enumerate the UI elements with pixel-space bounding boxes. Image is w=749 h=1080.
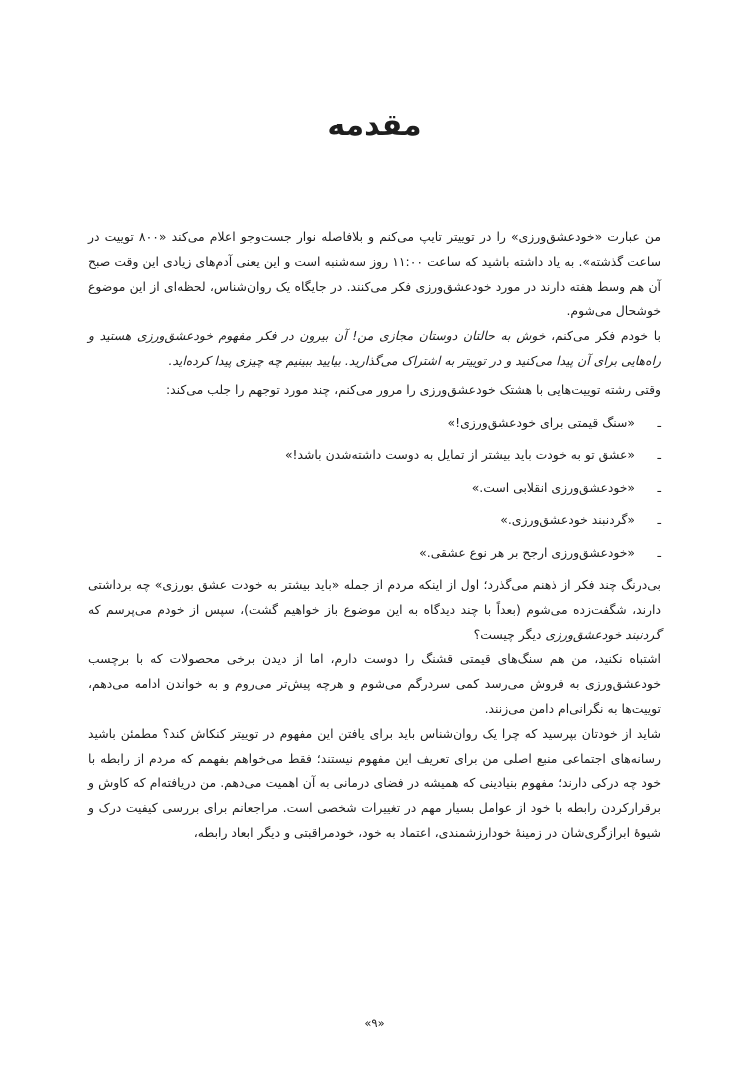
list-item: [88, 439, 661, 472]
paragraph-4-part-b: دیگر چیست؟: [473, 626, 542, 642]
list-item-text: «گردنبند خودعشق‌ورزی.»: [500, 512, 635, 528]
list-item: [88, 504, 661, 537]
paragraph-2-lead: با خودم فکر می‌کنم،: [551, 328, 661, 344]
list-dash: ـ: [657, 415, 661, 430]
list-item-text: «سنگ قیمتی برای خودعشق‌ورزی!»: [447, 414, 635, 430]
list-dash: ـ: [657, 448, 661, 463]
chapter-title: مقدمه: [327, 108, 422, 143]
paragraph-4-part-a: بی‌درنگ چند فکر از ذهنم می‌گذرد؛ اول از اینکه مردم از جمله «باید بیشتر به خودت عشق بورزی» چه برداشتی دارند، شگفت‌زده می‌شوم (بعداً با چند دیدگاه به این موضوع باز خواهیم گشت)، سپس از خودم می‌پرسم که: [88, 577, 661, 617]
list-item: [88, 407, 661, 440]
list-item-text: «خودعشق‌ورزی انقلابی است.»: [471, 479, 635, 495]
list-item: [88, 537, 661, 570]
paragraph-5: اشتباه نکنید، من هم سنگ‌های قیمتی قشنگ را دوست دارم، اما از دیدن برخی محصولات که با برچسب خودعشق‌ورزی به فروش می‌رسد کمی سردرگم می‌شوم و هرچه پیش‌تر می‌روم و به خواندن ادامه می‌دهم، توییت‌ها به نگرانی‌ام دامن می‌زنند.: [88, 651, 661, 717]
paragraph-6: شاید از خودتان بپرسید که چرا یک روان‌شناس باید برای یافتن این مفهوم در توییتر کنکاش کند؟ مطمئن باشید رسانه‌های اجتماعی منبع اصلی من برای تعریف این مفهوم نیستند؛ فقط می‌خواهم بفهمم که مردم از رابطه با خود چه درکی دارند؛ مفهوم بنیادینی که همیشه در فضای درمانی به آن اهمیت می‌دهم. من دریافته‌ام که کاوش و برقرارکردن رابطه با خود از عوامل بسیار مهم در تغییرات شخصی است. مراجعانم برای بررسی کیفیت درک و شیوهٔ ابرازگری‌شان در زمینهٔ خودارزشمندی، اعتماد به خود، خودمراقبتی و دیگر ابعاد رابطه،: [88, 725, 661, 841]
paragraph-1: من عبارت «خودعشق‌ورزی» را در توییتر تایپ می‌کنم و بلافاصله نوار جست‌وجو اعلام می‌کند «۸۰۰ توییت در ساعت گذشته». به یاد داشته باشید که ساعت ۱۱:۰۰ روز سه‌شنبه است و این یعنی آدم‌های زیادی این وقت صبح آن هم وسط هفته دارند در مورد خودعشق‌ورزی فکر می‌کنند. در جایگاه یک روان‌شناس، لحظه‌ای از این موضوع خوشحال می‌شوم.: [88, 229, 662, 319]
list-item-text: «خودعشق‌ورزی ارجح بر هر نوع عشقی.»: [419, 544, 635, 560]
list-item: [88, 472, 661, 505]
paragraph-2: [88, 324, 661, 374]
paragraph-4: [88, 573, 661, 647]
paragraph-3: وقتی رشته توییت‌هایی با هشتک خودعشق‌ورزی را مرور می‌کنم، چند مورد توجهم را جلب می‌کند:: [165, 381, 661, 397]
page-number: «۹»: [364, 1016, 385, 1030]
list-dash: ـ: [657, 545, 661, 560]
page-body: [88, 225, 661, 846]
paragraph-4-italic: گردنبند خودعشق‌ورزی: [545, 626, 661, 642]
list-dash: ـ: [657, 513, 661, 528]
list-item-text: «عشق تو به خودت باید بیشتر از تمایل به دوست داشته‌شدن باشد!»: [284, 447, 635, 463]
list-dash: ـ: [657, 480, 661, 495]
paragraph-2-italic: خوش به حالتان دوستان مجازی من! آن بیرون در فکر مفهوم خودعشق‌ورزی هستید و راه‌هایی برای آن پیدا می‌کنید و در توییتر به اشتراک می‌گذارید. بیایید ببینیم چه چیزی پیدا کرده‌اید.: [88, 328, 661, 368]
tweet-list: [88, 407, 661, 570]
